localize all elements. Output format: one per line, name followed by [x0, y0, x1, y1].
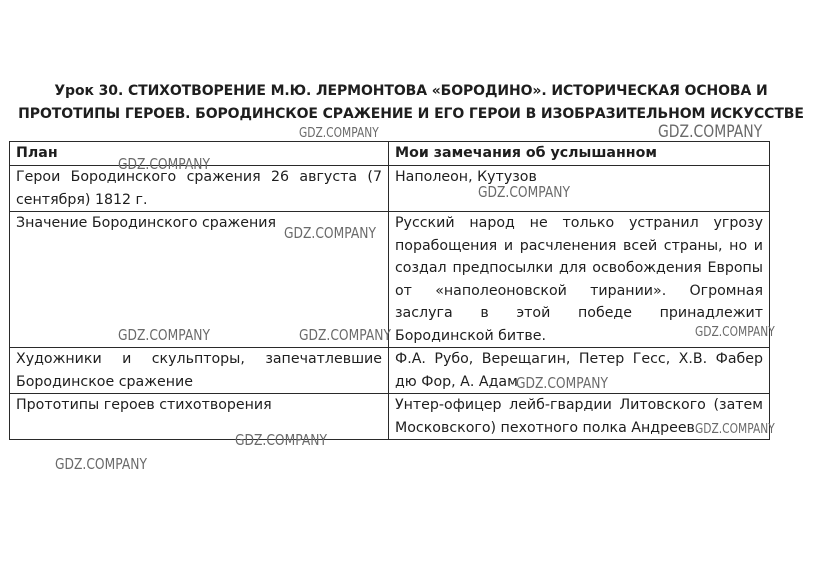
row-plan-cell: Значение Бородинского сражения	[10, 212, 389, 348]
row-plan-cell: Художники и скульпторы, запечатлевшие Бородинское сражение	[10, 348, 389, 394]
watermark: GDZ.COMPANY	[695, 325, 775, 340]
row-notes-cell: Унтер-офицер лейб-гвардии Литовского (затем Московского) пехотного полка Андреев.	[389, 394, 770, 440]
watermark: GDZ.COMPANY	[55, 455, 147, 473]
watermark: GDZ.COMPANY	[284, 224, 376, 242]
watermark: GDZ.COMPANY	[235, 431, 327, 449]
watermark: GDZ.COMPANY	[516, 374, 608, 392]
row-plan-cell: Герои Бородинского сражения 26 августа (7 сентября) 1812 г.	[10, 166, 389, 212]
watermark: GDZ.COMPANY	[299, 126, 379, 141]
lesson-heading	[8, 80, 814, 126]
lesson-table	[9, 141, 770, 440]
row-plan-cell: Прототипы героев стихотворения	[10, 394, 389, 440]
watermark: GDZ.COMPANY	[299, 326, 391, 344]
watermark: GDZ.COMPANY	[695, 422, 775, 437]
heading-line-1: Урок 30. СТИХОТВОРЕНИЕ М.Ю. ЛЕРМОНТОВА «БОРОДИНО». ИСТОРИЧЕСКАЯ ОСНОВА И	[54, 83, 768, 99]
header-plan: План	[10, 142, 389, 166]
row-notes-cell: Наполеон, Кутузов	[389, 166, 770, 212]
watermark: GDZ.COMPANY	[118, 326, 210, 344]
row-notes-cell: Ф.А. Рубо, Верещагин, Петер Гесс, Х.В. Фабер дю Фор, А. Адам	[389, 348, 770, 394]
heading-line-2: ПРОТОТИПЫ ГЕРОЕВ. БОРОДИНСКОЕ СРАЖЕНИЕ И ЕГО ГЕРОИ В ИЗОБРАЗИТЕЛЬНОМ ИСКУССТВЕ	[18, 106, 804, 122]
row-notes-cell: Русский народ не только устранил угрозу порабощения и расчленения всей страны, но и создал предпосылки для освобождения Европы от «наполеоновской тирании». Огромная заслуга в этой победе принадлежит Бородинской битве.	[389, 212, 770, 348]
watermark: GDZ.COMPANY	[658, 122, 763, 142]
table-row	[10, 394, 770, 440]
header-notes: Мои замечания об услышанном	[389, 142, 770, 166]
watermark: GDZ.COMPANY	[118, 155, 210, 173]
watermark: GDZ.COMPANY	[478, 183, 570, 201]
table-row	[10, 348, 770, 394]
